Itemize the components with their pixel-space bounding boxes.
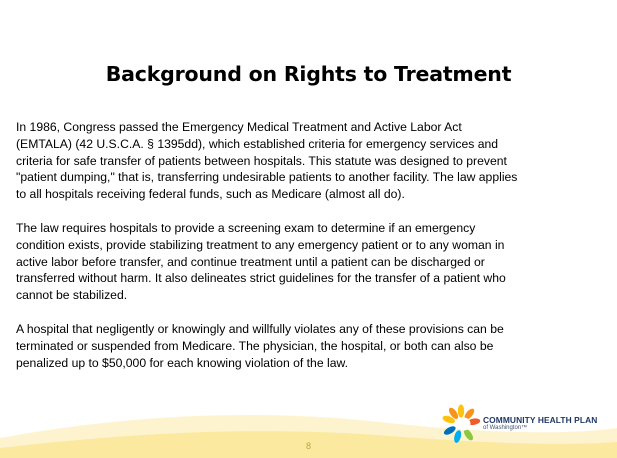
slide-title: Background on Rights to Treatment bbox=[105, 62, 512, 86]
logo-name: COMMUNITY HEALTH PLAN bbox=[483, 415, 598, 425]
paragraph-hospital-requirements: The law requires hospitals to provide a screening exam to determine if an emergency condition exists, provide stabilizing treatment to any emergency patient or to any woman in active labor before transfer, and continue treatment until a patient can be discharged or transferred without harm. It also delineates strict guidelines for the transfer of a patient who cannot be stabilized. bbox=[16, 220, 506, 303]
paragraph-penalties: A hospital that negligently or knowingly and willfully violates any of these provisions can be terminated or suspended from Medicare. The physician, the hospital, or both can also be penalized up to $50,000 for each knowing violation of the law. bbox=[16, 321, 504, 370]
logo-subtitle: of Washington™ bbox=[483, 425, 528, 431]
page-number: 8 bbox=[305, 441, 311, 451]
paragraph-emtala-history: In 1986, Congress passed the Emergency Medical Treatment and Active Labor Act (EMTALA) (42 U.S.C.A. § 1395dd), which established criteria for emergency services and criteria for safe transfer of patients between hospitals. This statute was designed to prevent "patient dumping," that is, transferring undesirable patients to another facility. The law applies to all hospitals receiving federal funds, such as Medicare (almost all do). bbox=[16, 120, 518, 202]
company-logo bbox=[440, 403, 610, 445]
slide-body bbox=[16, 119, 518, 371]
sunburst-logo-icon bbox=[440, 403, 482, 445]
